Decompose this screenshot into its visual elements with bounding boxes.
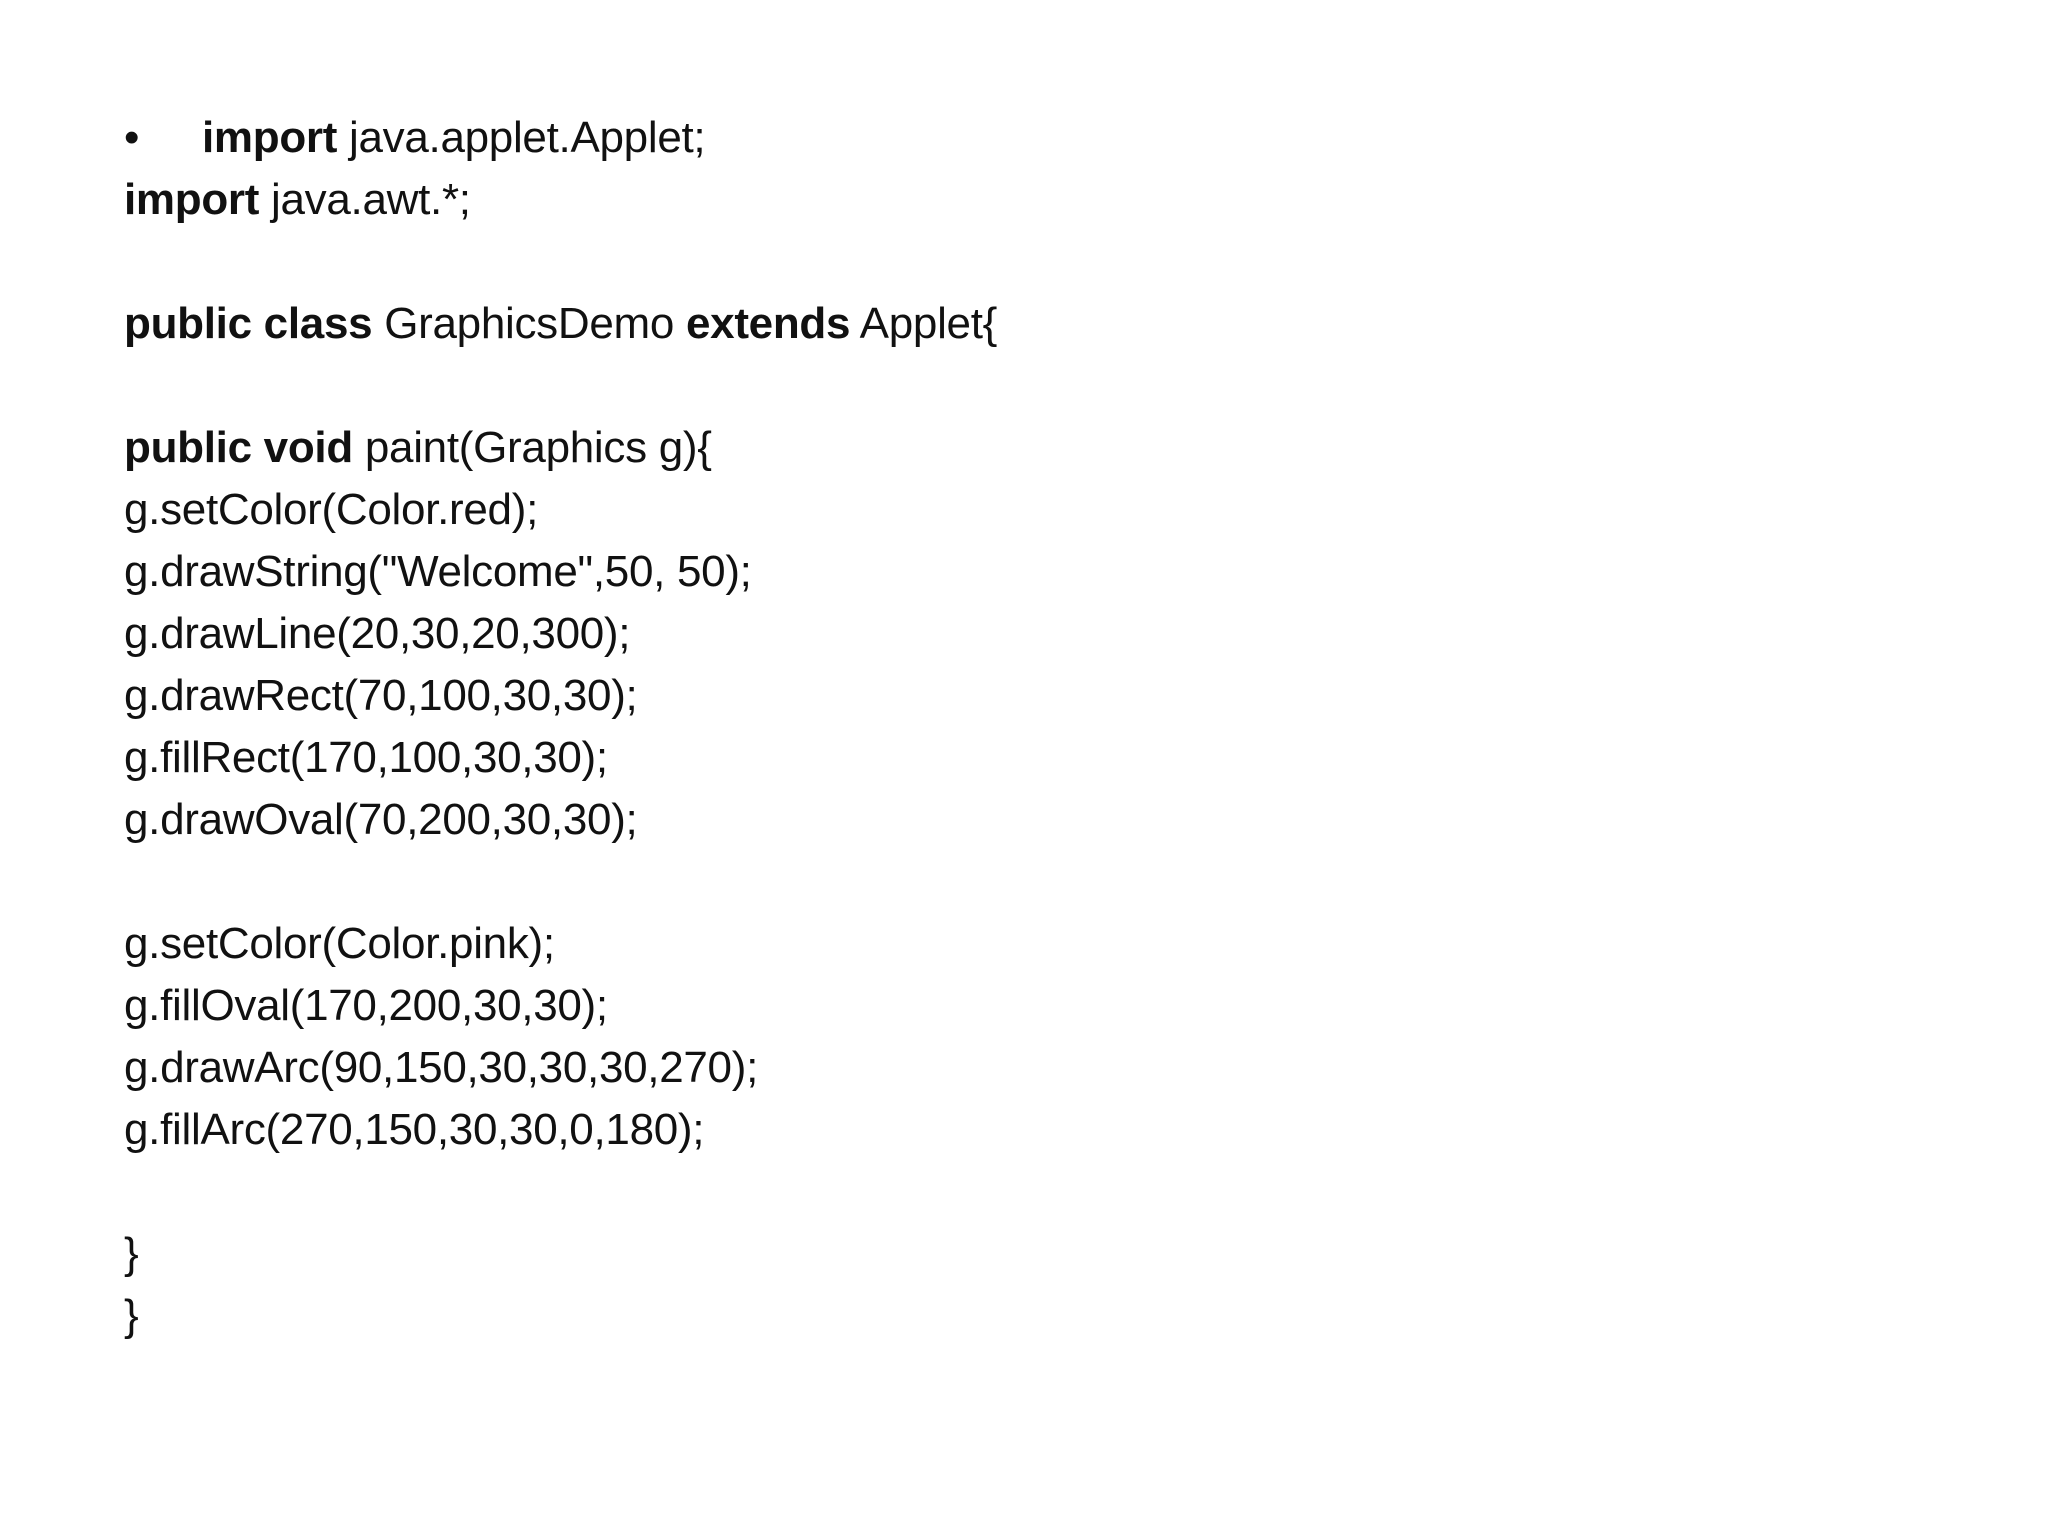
code-listing — [124, 107, 1924, 1347]
code-line-import-awt — [124, 169, 1924, 231]
keyword: extends — [685, 299, 851, 348]
bullet-icon: • — [124, 113, 140, 162]
code-text: paint(Graphics g){ — [352, 423, 712, 472]
code-line: g.fillArc(270,150,30,30,0,180); — [124, 1105, 705, 1154]
code-line: g.drawOval(70,200,30,30); — [124, 795, 638, 844]
code-line: g.drawLine(20,30,20,300); — [124, 609, 631, 658]
code-text: Applet{ — [850, 299, 998, 348]
closing-brace-class: } — [124, 1291, 139, 1340]
keyword: public void — [124, 423, 353, 472]
code-line-paint-method — [124, 417, 1924, 479]
code-line: g.setColor(Color.pink); — [124, 919, 555, 968]
keyword: import — [124, 175, 260, 224]
closing-brace-method: } — [124, 1229, 139, 1278]
blank-line — [124, 1161, 1924, 1223]
code-line: g.fillOval(170,200,30,30); — [124, 981, 608, 1030]
blank-line — [124, 231, 1924, 293]
code-text: java.awt.*; — [259, 175, 471, 224]
keyword: public class — [124, 299, 373, 348]
code-line: g.drawArc(90,150,30,30,30,270); — [124, 1043, 759, 1092]
code-text: java.applet.Applet; — [337, 113, 706, 162]
blank-line — [124, 851, 1924, 913]
code-line: g.drawRect(70,100,30,30); — [124, 671, 638, 720]
blank-line — [124, 355, 1924, 417]
code-line-class-declaration — [124, 293, 1924, 355]
code-line: g.fillRect(170,100,30,30); — [124, 733, 608, 782]
code-text: GraphicsDemo — [372, 299, 686, 348]
keyword: import — [202, 113, 338, 162]
code-line: g.drawString("Welcome",50, 50); — [124, 547, 752, 596]
code-line: g.setColor(Color.red); — [124, 485, 538, 534]
code-line-import-applet — [124, 107, 1924, 169]
